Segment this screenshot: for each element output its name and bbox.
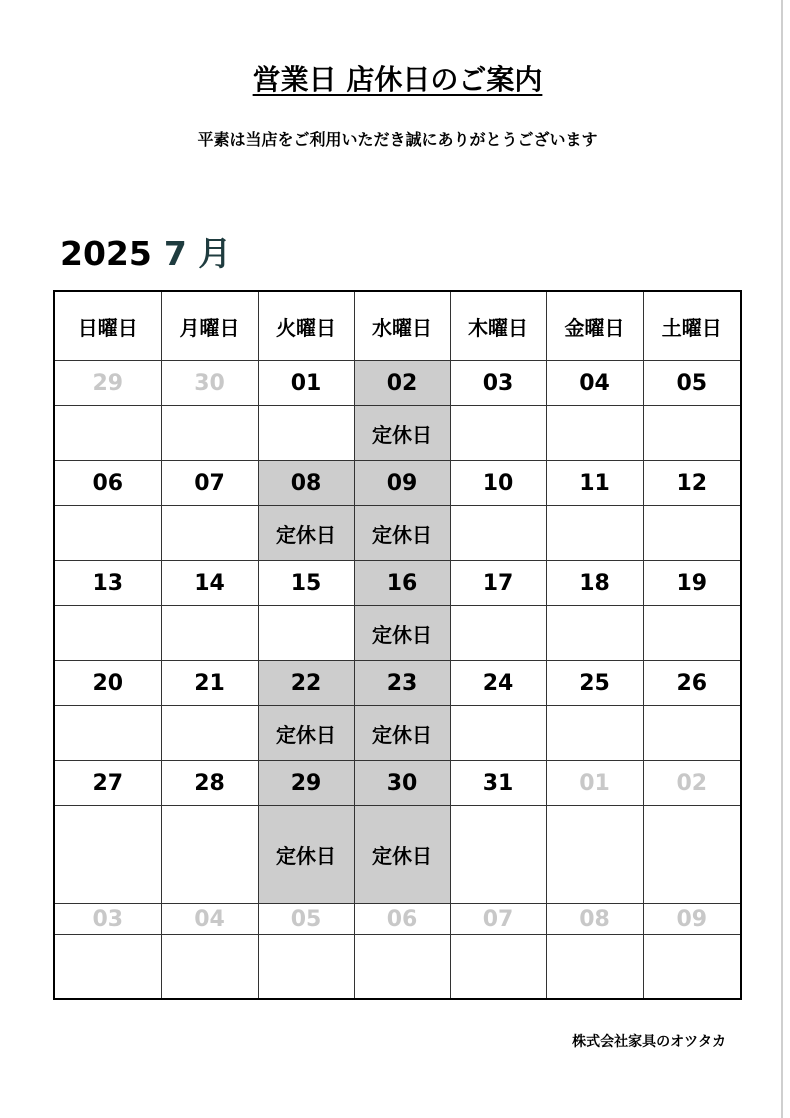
note-row [54,935,741,1000]
closed-day-label [54,935,161,1000]
date-cell: 02 [354,361,450,406]
closed-day-label [546,506,643,561]
date-cell: 07 [450,904,546,935]
date-row [54,761,741,806]
date-cell: 18 [546,561,643,606]
note-row [54,806,741,904]
date-cell: 01 [546,761,643,806]
date-row [54,904,741,935]
date-cell: 01 [258,361,354,406]
closed-day-label: 定休日 [354,706,450,761]
closed-day-label [546,806,643,904]
date-cell: 09 [354,461,450,506]
weekday-thu: 木曜日 [450,291,546,361]
date-cell: 13 [54,561,161,606]
date-cell: 20 [54,661,161,706]
company-name: 株式会社家具のオツタカ [572,1034,726,1050]
date-cell: 28 [161,761,258,806]
closed-day-label [546,406,643,461]
date-cell: 04 [161,904,258,935]
weekday-mon: 月曜日 [161,291,258,361]
closed-day-label: 定休日 [258,806,354,904]
closed-day-label [161,606,258,661]
closed-day-label: 定休日 [258,506,354,561]
closed-day-label: 定休日 [354,406,450,461]
closed-day-label [54,706,161,761]
closed-day-label [450,935,546,1000]
closed-day-label: 定休日 [354,506,450,561]
date-cell: 03 [54,904,161,935]
date-cell: 08 [258,461,354,506]
date-cell: 21 [161,661,258,706]
date-cell: 06 [354,904,450,935]
weekday-wed: 水曜日 [354,291,450,361]
weekday-tue: 火曜日 [258,291,354,361]
calendar-body [54,361,741,1000]
closed-day-label [643,606,741,661]
closed-day-label [258,406,354,461]
date-cell: 08 [546,904,643,935]
closed-day-label [54,506,161,561]
note-row [54,706,741,761]
year-label: 2025 [60,234,152,273]
date-cell: 29 [258,761,354,806]
closed-day-label [54,406,161,461]
date-row [54,361,741,406]
closed-day-label [450,806,546,904]
date-cell: 22 [258,661,354,706]
page-title: 営業日 店休日のご案内 [252,63,543,96]
date-cell: 12 [643,461,741,506]
closed-day-label [258,606,354,661]
date-cell: 30 [354,761,450,806]
closed-day-label [643,935,741,1000]
date-cell: 16 [354,561,450,606]
date-cell: 26 [643,661,741,706]
date-cell: 07 [161,461,258,506]
closed-day-label [643,506,741,561]
weekday-fri: 金曜日 [546,291,643,361]
date-cell: 03 [450,361,546,406]
closed-day-label [546,606,643,661]
closed-day-label [643,806,741,904]
date-cell: 11 [546,461,643,506]
closed-day-label: 定休日 [354,806,450,904]
date-cell: 15 [258,561,354,606]
date-row [54,661,741,706]
date-row [54,461,741,506]
closed-day-label [546,935,643,1000]
closed-day-label [161,706,258,761]
date-cell: 23 [354,661,450,706]
date-cell: 31 [450,761,546,806]
date-cell: 06 [54,461,161,506]
date-cell: 29 [54,361,161,406]
date-cell: 10 [450,461,546,506]
closed-day-label [450,506,546,561]
closed-day-label: 定休日 [354,606,450,661]
date-cell: 09 [643,904,741,935]
weekday-sun: 日曜日 [54,291,161,361]
weekday-sat: 土曜日 [643,291,741,361]
date-cell: 02 [643,761,741,806]
closed-day-label [161,806,258,904]
subtitle: 平素は当店をご利用いただき誠にありがとうございます [197,130,598,149]
note-row [54,406,741,461]
date-cell: 05 [258,904,354,935]
date-cell: 30 [161,361,258,406]
closed-day-label [643,406,741,461]
date-cell: 04 [546,361,643,406]
month-label: 7 月 [163,234,232,273]
date-cell: 05 [643,361,741,406]
date-row [54,561,741,606]
closed-day-label [450,706,546,761]
closed-day-label [54,806,161,904]
closed-day-label [54,606,161,661]
closed-day-label [450,406,546,461]
note-row [54,606,741,661]
weekday-header-row [54,291,741,361]
closed-day-label: 定休日 [258,706,354,761]
closed-day-label [643,706,741,761]
date-cell: 19 [643,561,741,606]
date-cell: 25 [546,661,643,706]
closed-day-label [546,706,643,761]
closed-day-label [354,935,450,1000]
date-cell: 24 [450,661,546,706]
page-edge-line [781,0,783,1118]
date-cell: 14 [161,561,258,606]
note-row [54,506,741,561]
closed-day-label [161,406,258,461]
closed-day-label [450,606,546,661]
closed-day-label [161,935,258,1000]
closed-day-label [161,506,258,561]
month-heading [60,228,231,275]
date-cell: 27 [54,761,161,806]
closed-day-label [258,935,354,1000]
date-cell: 17 [450,561,546,606]
calendar-table [53,290,742,1000]
